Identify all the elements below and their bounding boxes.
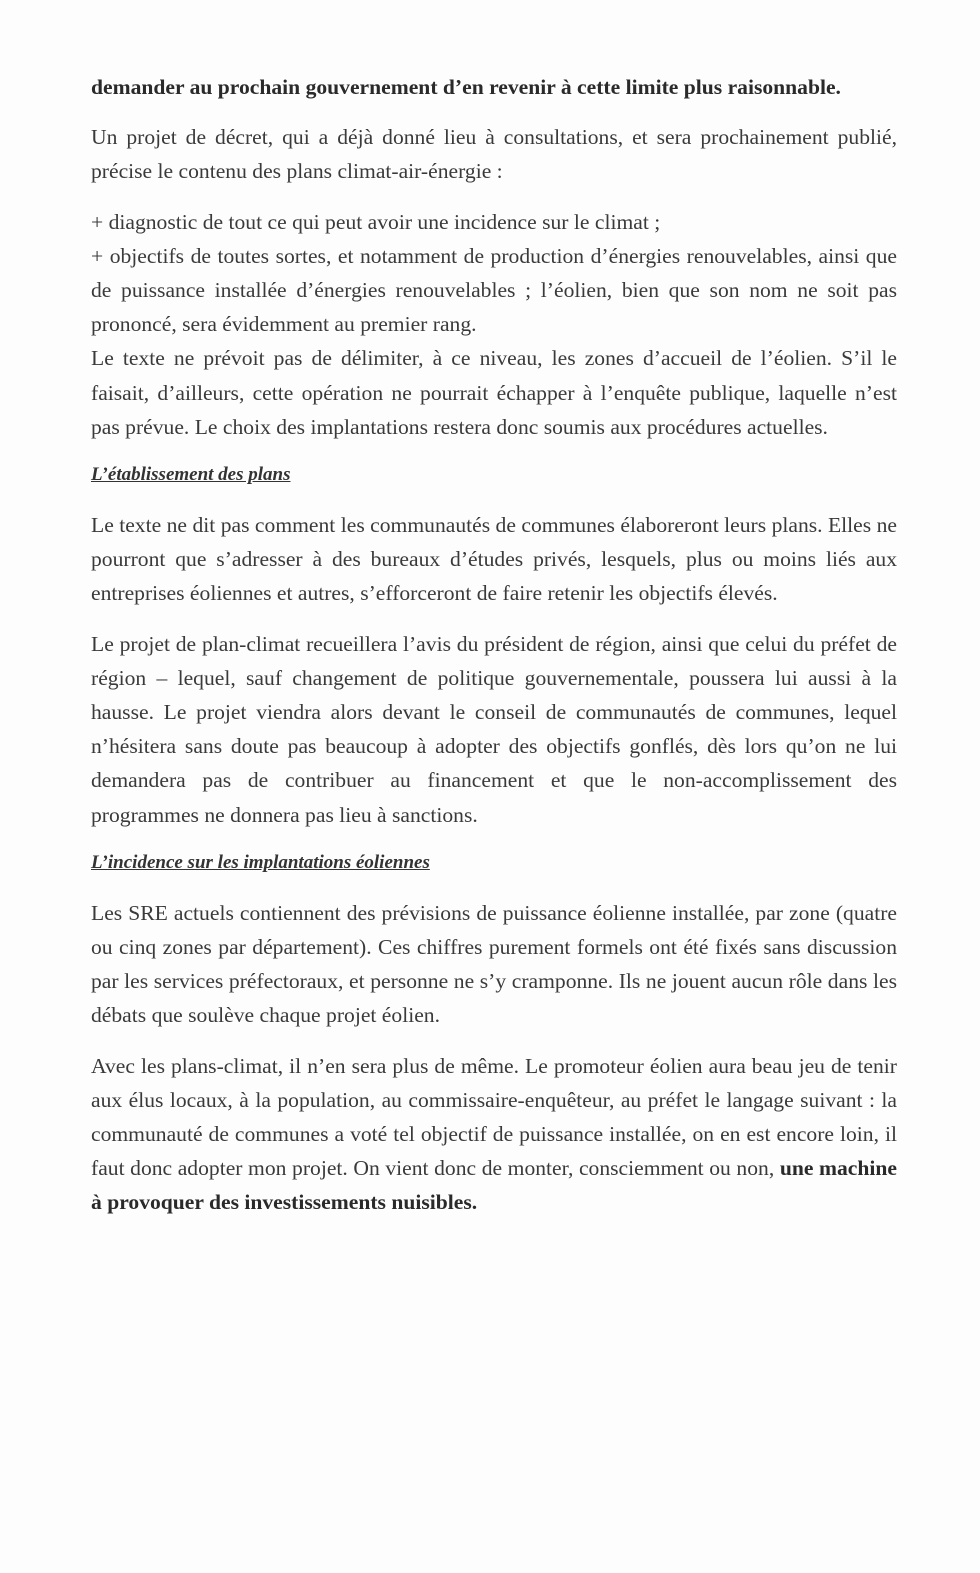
- section-heading-incidence: L’incidence sur les implantations éoliennes: [91, 851, 430, 873]
- section-heading-establishment: L’établissement des plans: [91, 464, 291, 486]
- conclusion-bold: une machine à provoquer des investissements nuisibles.: [91, 1156, 897, 1215]
- bullet-diagnostic: + diagnostic de tout ce qui peut avoir une incidence sur le climat ;: [91, 209, 661, 234]
- paragraph-conclusion: [91, 1049, 897, 1220]
- paragraph-elaboration: Le texte ne dit pas comment les communautés de communes élaboreront leurs plans. Elles ne pourront que s’adresser à des bureaux d’études privés, lesquels, plus ou moins liés aux entreprises éoliennes et autres, s’efforceront de faire retenir les objectifs élevés.: [91, 513, 897, 606]
- paragraph-decree: Un projet de décret, qui a déjà donné lieu à consultations, et sera prochainement publié, précise le contenu des plans climat-air-énergie :: [91, 125, 897, 184]
- conclusion-text: Avec les plans-climat, il n’en sera plus de même. Le promoteur éolien aura beau jeu de tenir aux élus locaux, à la population, au commissaire-enquêteur, au préfet le langage suivant : la communauté de communes a voté tel objectif de puissance installée, on en est encore loin, il faut donc adopter mon projet. On vient donc de monter, consciemment ou non,: [91, 1053, 897, 1181]
- bullet-objectives: + objectifs de toutes sortes, et notamment de production d’énergies renouvelables, ainsi que de puissance installée d’énergies renouvelables ; l’éolien, bien que son nom ne soit pas prononcé, sera évidemment au premier rang.: [91, 243, 897, 337]
- paragraph-plan-climat: Le projet de plan-climat recueillera l’avis du président de région, ainsi que celui du préfet de région – lequel, sauf changement de politique gouvernementale, poussera lui aussi à la hausse. Le projet viendra alors devant le conseil de communautés de communes, lequel n’hésitera sans doute pas beaucoup à adopter des objectifs gonflés, dès lors qu’on ne lui demandera pas de contribuer au financement et que le non-accomplissement des programmes ne donnera pas lieu à sanctions.: [91, 631, 897, 827]
- paragraph-sre: Les SRE actuels contiennent des prévisions de puissance éolienne installée, par zone (quatre ou cinq zones par département). Ces chiffres purement formels ont été fixés sans discussion par les services préfectoraux, et personne ne s’y cramponne. Ils ne jouent aucun rôle dans les débats que soulève chaque projet éolien.: [91, 900, 897, 1028]
- paragraph-zones: Le texte ne prévoit pas de délimiter, à ce niveau, les zones d’accueil de l’éolien. S’il le faisait, d’ailleurs, cette opération ne pourrait échapper à l’enquête publique, laquelle n’est pas prévue. Le choix des implantations restera donc soumis aux procédures actuelles.: [91, 346, 897, 439]
- document-body: [91, 70, 897, 1220]
- intro-bold-paragraph: demander au prochain gouvernement d’en revenir à cette limite plus raisonnable.: [91, 75, 841, 99]
